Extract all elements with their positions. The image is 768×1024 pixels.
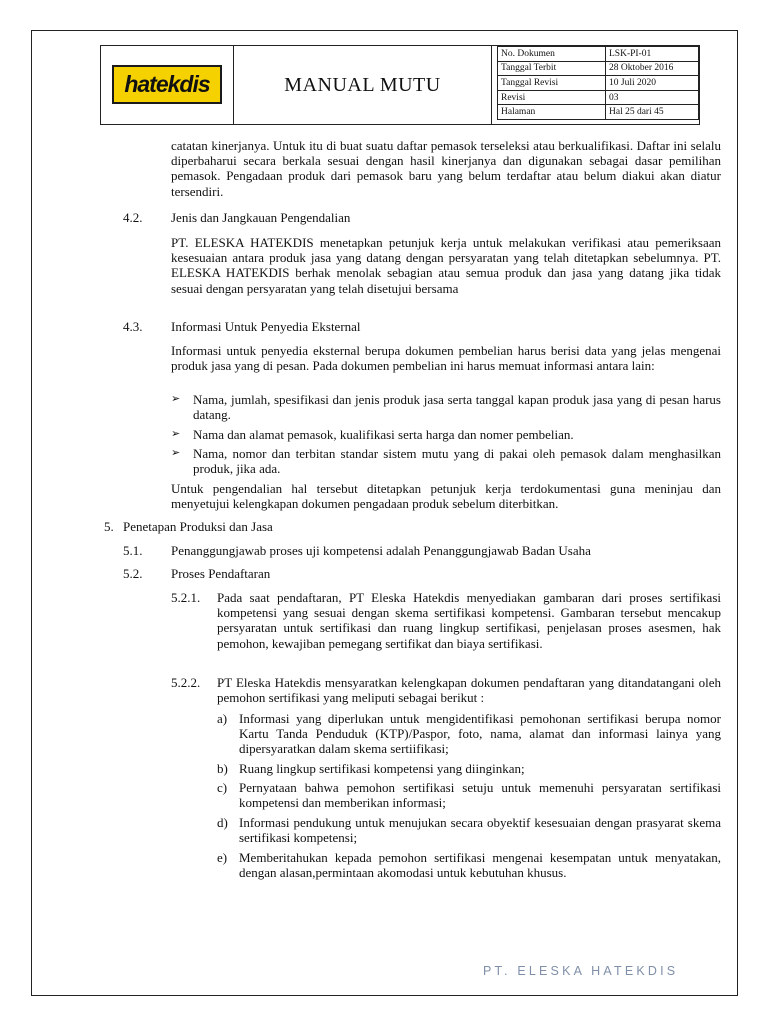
meta-row xyxy=(498,90,699,105)
section-paragraph: Informasi untuk penyedia eksternal berupa dokumen pembelian harus berisi data yang jelas mengenai produk jasa yang di pesan. Pada dokumen pembelian ini harus memuat informasi antara lain: xyxy=(171,343,721,374)
meta-row xyxy=(498,105,699,120)
subsection-number: 5.2.1. xyxy=(171,590,201,605)
company-logo: hatekdis xyxy=(112,65,222,104)
document-header xyxy=(100,45,700,125)
list-item-text: Informasi yang diperlukan untuk mengidentifikasi pemohonan sertifikasi berupa nomor Kartu Tanda Penduduk (KTP)/Paspor, foto, nama, alamat dan informasi lainya yang dipersyaratkan dalam skema sertiifikasi; xyxy=(239,711,721,757)
section-number: 5.1. xyxy=(123,543,143,558)
section-heading: Proses Pendaftaran xyxy=(171,566,271,581)
meta-key: Revisi xyxy=(498,90,606,105)
list-item-text: Memberitahukan kepada pemohon sertifikasi mengenai kesempatan untuk menyatakan, dengan alasan,permintaan akomodasi untuk kebutuhan khusus. xyxy=(239,850,721,881)
footer-company-name: PT. ELESKA HATEKDIS xyxy=(483,964,679,978)
meta-row xyxy=(498,47,699,62)
list-item-text: Informasi pendukung untuk menujukan secara obyektif kesesuaian dengan prasyarat skema sertifikasi kompetensi; xyxy=(239,815,721,846)
section-paragraph: PT. ELESKA HATEKDIS menetapkan petunjuk kerja untuk melakukan verifikasi atau pemeriksaan kesesuaian antara produk jasa yang datang dengan persyaratan yang telah ditetapkan sebelumnya. PT. ELESKA HATEKDIS berhak menolak sebagian atau semua produk dan jasa yang datang jika tidak sesuai dengan persyaratan yang telah disetujui bersama xyxy=(171,235,721,296)
section-heading: Jenis dan Jangkauan Pengendalian xyxy=(171,210,351,225)
section-number: 4.3. xyxy=(123,319,143,334)
meta-key: Tanggal Terbit xyxy=(498,61,606,76)
list-item-label: e) xyxy=(217,850,228,865)
section-number: 5.2. xyxy=(123,566,143,581)
list-item-label: c) xyxy=(217,780,228,795)
meta-value: 10 Juli 2020 xyxy=(606,76,699,91)
arrow-bullet-icon: ➢ xyxy=(171,393,181,405)
arrow-bullet-icon: ➢ xyxy=(171,447,181,459)
intro-paragraph: catatan kinerjanya. Untuk itu di buat suatu daftar pemasok terseleksi atau berkualifikasi. Daftar ini selalu diperbaharui secara berkala sesuai dengan hasil kinerjanya dan digunakan sebagai dasar pemilihan pemasok. Pengadaan produk dari pemasok baru yang belum terdaftar atau belum diakui akan diatur tersendiri. xyxy=(171,138,721,199)
meta-row xyxy=(498,61,699,76)
list-item-label: b) xyxy=(217,761,228,776)
document-meta-table xyxy=(497,46,699,120)
subsection-paragraph: PT Eleska Hatekdis mensyaratkan kelengkapan dokumen pendaftaran yang ditandatangani oleh pemohon sertifikasi yang meliputi sebagai berikut : xyxy=(217,675,721,706)
subsection-paragraph: Pada saat pendaftaran, PT Eleska Hatekdis menyediakan gambaran dari proses sertifikasi kompetensi yang sesuai dengan skema sertifikasi kompetensi. Gambaran tersebut mencakup persyaratan untuk sertifikasi dan ruang lingkup sertifikasi, penjelasan proses asesmen, hak pemohon, kewajiban pemegang sertifikat dan biaya sertifikasi. xyxy=(217,590,721,651)
list-item-text: Pernyataan bahwa pemohon sertifikasi setuju untuk memenuhi persyaratan sertifikasi kompetensi dan memberikan informasi; xyxy=(239,780,721,811)
subsection-number: 5.2.2. xyxy=(171,675,201,690)
section-number: 4.2. xyxy=(123,210,143,225)
bullet-text: Nama, jumlah, spesifikasi dan jenis produk jasa serta tanggal kapan produk jasa yang di pesan harus datang. xyxy=(193,392,721,423)
meta-key: Halaman xyxy=(498,105,606,120)
arrow-bullet-icon: ➢ xyxy=(171,428,181,440)
list-item-label: d) xyxy=(217,815,228,830)
list-item-text: Ruang lingkup sertifikasi kompetensi yang diinginkan; xyxy=(239,761,525,776)
meta-row xyxy=(498,76,699,91)
meta-value: 03 xyxy=(606,90,699,105)
bullet-text: Nama, nomor dan terbitan standar sistem mutu yang di pakai oleh pemasok dalam menghasilkan produk, jika ada. xyxy=(193,446,721,477)
list-item-label: a) xyxy=(217,711,228,726)
meta-key: No. Dokumen xyxy=(498,47,606,62)
section-paragraph: Penanggungjawab proses uji kompetensi adalah Penanggungjawab Badan Usaha xyxy=(171,543,591,558)
section-heading: Informasi Untuk Penyedia Eksternal xyxy=(171,319,361,334)
bullet-text: Nama dan alamat pemasok, kualifikasi serta harga dan nomer pembelian. xyxy=(193,427,574,442)
meta-value: LSK-PI-01 xyxy=(606,47,699,62)
meta-value: 28 Oktober 2016 xyxy=(606,61,699,76)
logo-cell xyxy=(101,46,234,124)
meta-value: Hal 25 dari 45 xyxy=(606,105,699,120)
section-heading: Penetapan Produksi dan Jasa xyxy=(123,519,273,534)
document-title: MANUAL MUTU xyxy=(234,46,492,124)
meta-key: Tanggal Revisi xyxy=(498,76,606,91)
section-paragraph: Untuk pengendalian hal tersebut ditetapkan petunjuk kerja terdokumentasi guna meninjau dan menyetujui kelengkapan dokumen pengadaan produk sebelum diterbitkan. xyxy=(171,481,721,512)
section-number: 5. xyxy=(104,519,114,534)
